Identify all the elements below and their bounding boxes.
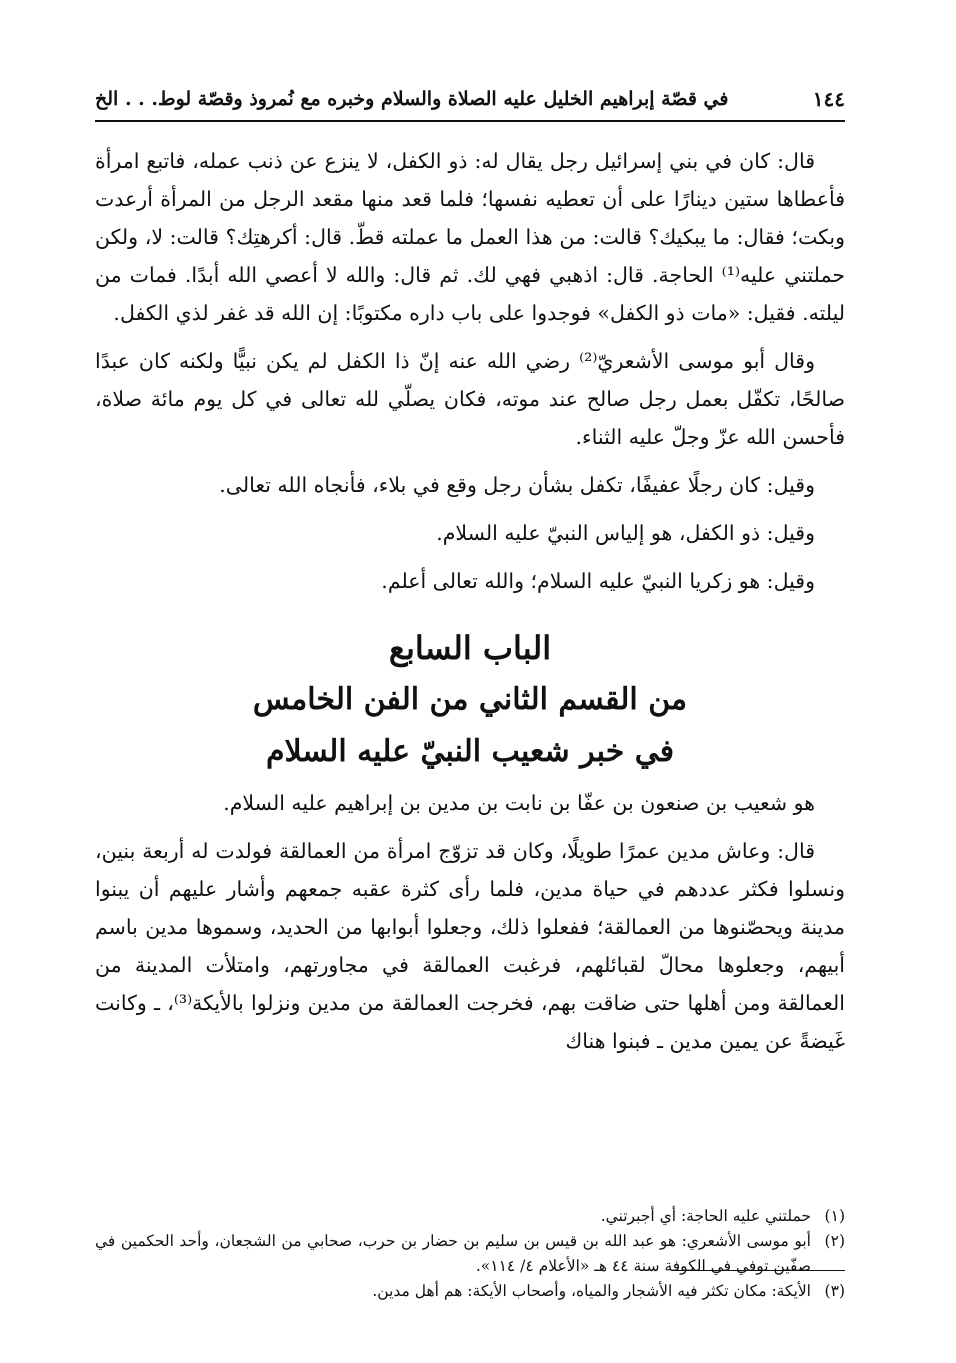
footnote-text: أبو موسى الأشعري: هو عبد الله بن قيس بن سليم بن حضار بن حرب، صحابي من الشجعان، وأحد الحكمين في صفّين توفي في الكوفة سنة ٤٤ هـ «الأعلام ٤/ ١١٤». [95,1232,811,1275]
paragraph: قال: كان في بني إسرائيل رجل يقال له: ذو الكفل، لا ينزع عن ذنب عمله، فاتبع امرأة فأعطاها ستين دينارًا على أن تعطيه نفسها؛ فلما قعد منها مقعد الرجل من المرأة أرعدت وبكت؛ فقال: ما يبكيك؟ قالت: من هذا العمل ما عملته قطّ. قال: أكرهتِك؟ قالت: لا، ولكن حملتني عليه⁽¹⁾ الحاجة. قال: اذهبي فهي لك. ثم قال: والله لا أعصي الله أبدًا. فمات من ليلته. فقيل: «مات ذو الكفل» فوجدوا على باب داره مكتوبًا: إن الله قد غفر لذي الكفل. [95,149,845,325]
footnote-number: (٣) [824,1282,845,1300]
footnote-text: الأيكة: مكان تكثر فيه الأشجار والمياه، وأصحاب الأيكة: هم أهل مدين. [372,1282,811,1300]
main-text [95,142,845,1070]
page-number: ١٤٤ [812,87,845,111]
chapter-topic: في خبر شعيب النبيّ عليه السلام [265,734,675,769]
paragraph: وقيل: كان رجلًا عفيفًا، تكفل بشأن رجل وقع في بلاء، فأنجاه الله تعالى. [219,473,815,497]
footnote-number: (٢) [824,1232,845,1250]
paragraph: هو شعيب بن صنعون بن عفّا بن نابت بن مدين بن إبراهيم عليه السلام. [223,791,815,815]
footnote [95,1204,845,1229]
footnote-number: (١) [824,1207,845,1225]
footnotes [95,1204,845,1304]
paragraph: وقيل: هو زكريا النبيّ عليه السلام؛ والله تعالى أعلم. [381,569,815,593]
paragraph: وقال أبو موسى الأشعريّ⁽²⁾ رضي الله عنه إنّ ذا الكفل لم يكن نبيًّا ولكنه كان عبدًا صالحًا، تكفّل بعمل رجل صالح عند موته، فكان يصلّي لله تعالى في كل يوم مائة صلاة، فأحسن الله عزّ وجلّ عليه الثناء. [95,349,845,449]
running-header [95,78,845,122]
chapter-subtitle: من القسم الثاني من الفن الخامس [252,682,688,717]
book-page [95,78,845,1348]
footnote [95,1229,845,1279]
paragraph: قال: وعاش مدين عمرًا طويلًا، وكان قد تزوّج امرأة من العمالقة فولدت له أربعة بنين، ونسلوا فكثر عددهم في حياة مدين، فلما رأى كثرة عقبه جمعهم وأشار عليهم أن يبنوا مدينة ويحصّنوها من العمالقة؛ ففعلوا ذلك، وجعلوا أبوابها من الحديد، وسموها مدين باسم أبيهم، وجعلوها محالّ لقبائلهم، فرغبت العمالقة في مجاورتهم، وامتلأت المدينة من العمالقة ومن أهلها حتى ضاقت بهم، فخرجت العمالقة من مدين ونزلوا بالأيكة⁽³⁾، ـ وكانت غَيضةً عن يمين مدين ـ فبنوا هناك [95,839,845,1053]
footnote-text: حملتني عليه الحاجة: أي أجبرتني. [600,1207,811,1225]
chapter-heading [95,622,845,778]
footnote [95,1279,845,1304]
paragraph: وقيل: ذو الكفل، هو إلياس النبيّ عليه السلام. [436,521,815,545]
chapter-title: الباب السابع [388,629,552,667]
running-title: في قصّة إبراهيم الخليل عليه الصلاة والسلام وخبره مع نُمروذ وقصّة لوط. . . الخ [95,88,729,110]
